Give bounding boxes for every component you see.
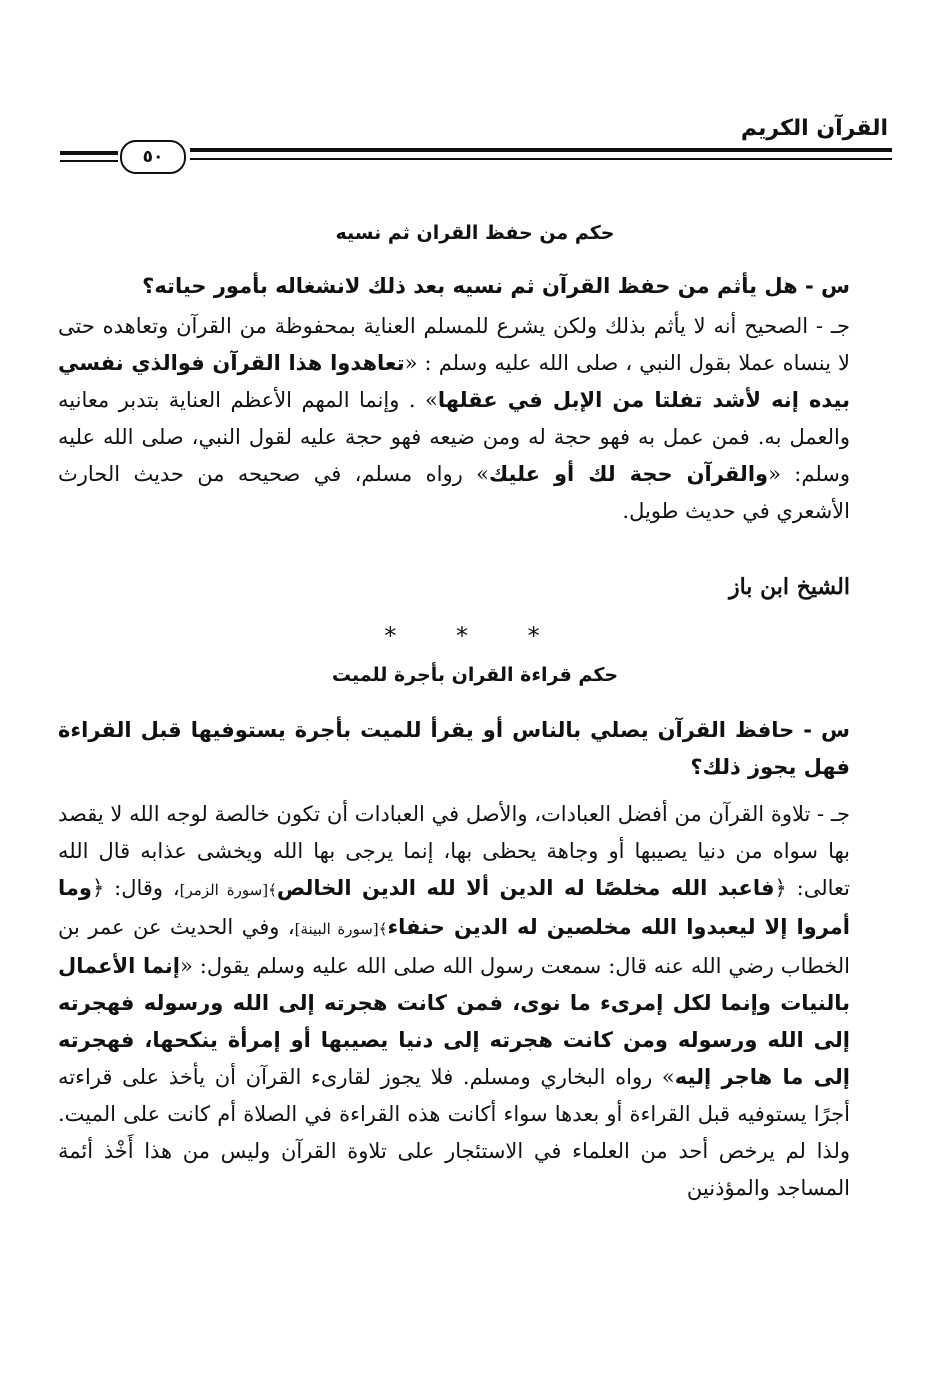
hadith-text: إنما الأعمال بالنيات وإنما لكل إمرىء ما نوى، فمن كانت هجرته إلى الله ورسوله فهجرته إلى الله ورسوله ومن كانت هجرته إلى دنيا يصيبها أو إمرأة ينكحها، فهجرته إلى ما هاجر إليه [58,954,850,1089]
hadith-text: تعاهدوا هذا القرآن فوالذي نفسي بيده إنه لأشد تفلتا من الإبل في عقلها [58,351,850,412]
section1-question: س - هل يأثم من حفظ القرآن ثم نسيه بعد ذلك لانشغاله بأمور حياته؟ [142,274,850,298]
answer-text: ، وفي الحديث عن عمر بن الخطاب رضي الله عنه قال: سمعت رسول الله صلى الله عليه وسلم يقول: « [58,915,850,978]
page-number: ٥٠ [120,140,186,174]
answer-text: » رواه البخاري ومسلم. فلا يجوز لقارىء القرآن أن يأخذ على قراءته أجرًا يستوفيه قبل القراءة أو بعدها سواء أكانت هذه القراءة في الصلاة أم كانت على الميت. ولذا لم يرخص أحد من العلماء في الاستئجار على تلاوة القرآن وليس من هذا أَخْذ أئمة المساجد والمؤذنين [58,1065,850,1200]
header-rule [190,148,892,152]
verse-reference: ﴾[سورة البينة] [294,920,388,938]
section1-answer [58,308,850,530]
verse-text: وما أمروا إلا ليعبدوا الله مخلصين له الدين حنفاء [58,876,850,939]
author-name: الشيخ ابن باز [728,574,850,600]
answer-text: جـ - الصحيح أنه لا يأثم بذلك ولكن يشرع للمسلم العناية بمحفوظة من القرآن وتعاهده حتى لا ينساه عملا بقول النبي ، صلى الله عليه وسلم : « [58,314,850,375]
answer-text: ، وقال: ﴿ [91,876,180,900]
section2-question: س - حافظ القرآن يصلي بالناس أو يقرأ للميت بأجرة يستوفيها قبل القراءة فهل يجوز ذلك؟ [58,718,850,779]
book-title: القرآن الكريم [740,116,888,141]
answer-text: جـ - تلاوة القرآن من أفضل العبادات، والأصل في العبادات أن تكون خالصة لوجه الله لا يقصد بها سواه من دنيا يصيبها أو وجاهة يحظى بها، إنما يرجى بها الله ويخشى عذابه قال الله تعالى: ﴿ [58,802,850,900]
verse-text: فاعبد الله مخلصًا له الدين ألا لله الدين الخالص [276,876,775,900]
header-rule-thin [190,158,892,160]
section2-heading: حكم قراءة القران بأجرة للميت [331,664,619,686]
section1-heading: حكم من حفظ القران ثم نسيه [335,222,615,244]
page-number-line-thin [60,160,118,162]
section2-answer [58,796,850,1207]
verse-reference: ﴾[سورة الزمر] [179,881,277,899]
answer-text: » رواه مسلم، في صحيحه من حديث الحارث الأشعري في حديث طويل. [58,462,850,523]
answer-text: » . وإنما المهم الأعظم العناية بتدبر معانيه والعمل به. فمن عمل به فهو حجة له ومن ضيعه فهو حجة عليه لقول النبي، صلى الله عليه وسلم: « [58,388,851,486]
page-number-line [60,151,118,155]
section-separator: * * * [384,622,566,650]
hadith-text: والقرآن حجة لك أو عليك [488,462,769,486]
